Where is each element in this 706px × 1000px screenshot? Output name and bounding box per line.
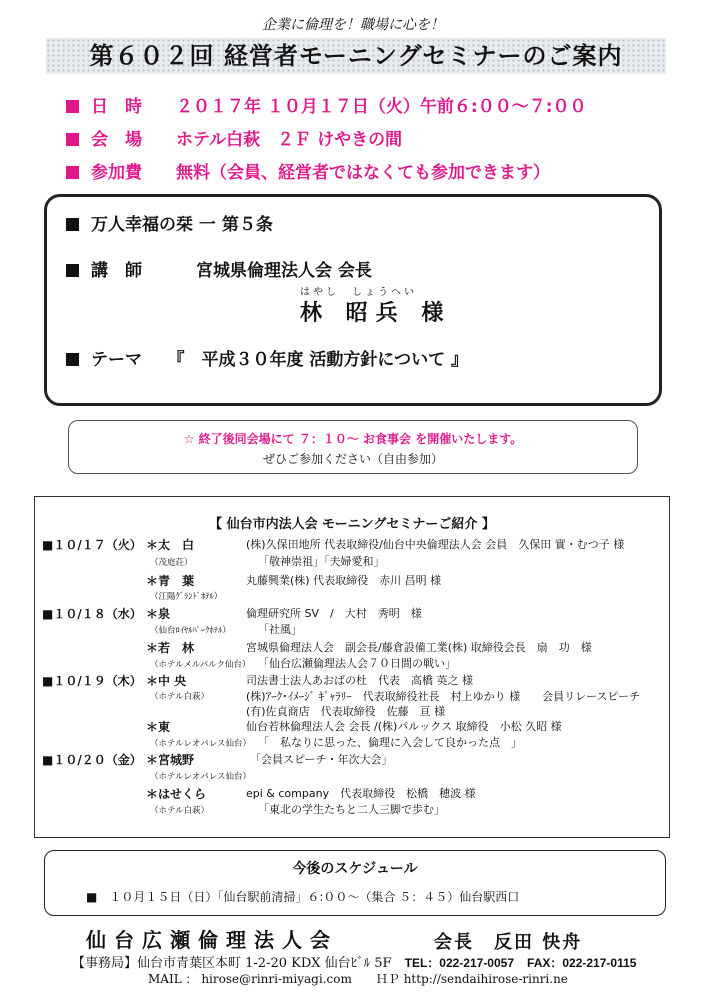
article-row: [66, 210, 273, 235]
bullet-square-icon: [66, 100, 79, 113]
lecturer-row: [66, 256, 372, 281]
fax: FAX：022-217-0115: [527, 956, 637, 970]
seminar-speaker: 「会員スピーチ・年次大会」: [250, 753, 393, 766]
info-value: 無料（会員、経営者ではなくても参加できます）: [176, 163, 550, 183]
seminar-date: ■１０/１９（木）: [42, 674, 142, 688]
info-label: 日 時: [91, 97, 142, 117]
seminar-venue: （茂庭荘）: [150, 558, 193, 568]
info-label: 会 場: [91, 130, 142, 150]
seminar-place: ＊青 葉: [146, 574, 195, 588]
seminar-venue: （江陽ｸﾞﾗﾝﾄﾞﾎﾃﾙ）: [150, 592, 223, 602]
seminar-venue: （ホテル白萩）: [150, 806, 210, 816]
seminar-topic: 「仙台広瀬倫理法人会７０日間の戦い」: [258, 657, 456, 670]
seminar-venue: （ホテルレオパレス仙台）: [150, 739, 251, 749]
seminar-topic: 「東北の学生たちと二人三脚で歩む」: [258, 803, 445, 816]
mail-link[interactable]: hirose@rinri-miyagi.com: [201, 972, 352, 986]
seminar-topic: 「 私なりに思った、倫理に入会して良かった点 」: [258, 736, 522, 749]
info-value: ホテル白萩 ２Ｆ けやきの間: [176, 130, 403, 150]
info-value: ２０１７年 １０月１７日（火）午前６:００～７:００: [176, 97, 587, 117]
info-venue: [66, 125, 402, 150]
seminar-venue: （ホテル白萩）: [150, 692, 210, 702]
seminar-place: ＊若 林: [146, 641, 195, 655]
bullet-square-icon: [66, 264, 79, 277]
theme-text: 『 平成３０年度 活動方針について 』: [176, 350, 468, 370]
mail-row: [148, 970, 568, 987]
seminar-place: ＊東: [146, 720, 171, 734]
hp-label: ＨＰ: [375, 972, 400, 986]
seminar-place: ＊宮城野: [146, 753, 195, 767]
lecturer-ruby: はやし しょうへい: [300, 287, 417, 298]
mail-label: MAIL ：: [148, 972, 198, 986]
info-datetime: [66, 92, 587, 117]
organization-name: 仙台広瀬倫理法人会: [86, 928, 338, 952]
schedule-item: ■ １０月１５日（日）「仙台駅前清掃」６:００～（集合 ５：４５）仙台駅西口: [86, 890, 520, 904]
info-fee: [66, 158, 550, 183]
seminar-speaker: epi & company 代表取締役 松橋 穂波 様: [246, 787, 476, 800]
seminar-place: ＊中 央: [146, 674, 187, 688]
seminar-speaker: 仙台若林倫理法人会 会長 /(株)パルックス 取締役 小松 久昭 様: [246, 720, 562, 733]
seminar-venue: （ホテルレオパレス仙台）: [150, 772, 251, 782]
dinner-note: ぜひご参加ください（自由参加）: [262, 452, 443, 466]
office-address: [72, 952, 636, 971]
schedule-heading: 今後のスケジュール: [292, 861, 418, 877]
seminar-speaker: 倫理研究所 SV / 大村 秀明 様: [246, 607, 422, 620]
dinner-announcement: ☆ 終了後同会場にて ７：１０～ お食事会 を開催いたします。: [183, 432, 523, 446]
seminar-topic: 「敬神崇祖」「夫婦愛和」: [258, 555, 385, 568]
hp-link[interactable]: http://sendaihirose-rinri.ne: [403, 972, 568, 986]
bullet-square-icon: [66, 133, 79, 146]
seminar-topic: 「社風」: [258, 623, 302, 636]
chair-name: 会長 反田 快舟: [434, 932, 583, 953]
seminar-speaker: 司法書士法人あおばの杜 代表 高橋 英之 様: [246, 674, 473, 687]
lecturer-affiliation: 宮城県倫理法人会 会長: [196, 261, 372, 281]
lecturer-label: 講 師: [91, 261, 142, 281]
bullet-square-icon: [66, 166, 79, 179]
theme-label: テーマ: [91, 350, 142, 370]
page-title: 第６０２回 経営者モーニングセミナーのご案内: [46, 38, 666, 74]
lecturer-name: 林 昭兵 様: [300, 301, 452, 326]
seminar-venue: （仙台ﾛｲﾔﾙﾊﾟｰｸﾎﾃﾙ）: [150, 626, 231, 636]
info-label: 参加費: [91, 163, 142, 183]
seminar-place: ＊太 白: [146, 538, 195, 552]
seminar-speaker: 宮城県倫理法人会 副会長/藤倉設備工業(株) 取締役会長 扇 功 様: [246, 641, 592, 654]
contact-row: [434, 928, 582, 954]
seminar-speaker: (株)ｱｰｸ･ｲﾒｰｼﾞ ｷﾞｬﾗﾘｰ 代表取締役社長 村上ゆかり 様 会員リレースピーチ: [246, 690, 641, 703]
seminar-speaker: 丸藤興業(株) 代表取締役 赤川 昌明 様: [246, 574, 442, 587]
article-text: 万人幸福の栞 一 第５条: [91, 215, 273, 235]
seminar-place: ＊はせくら: [146, 787, 207, 801]
seminar-date: ■１０/１７（火）: [42, 538, 142, 552]
bullet-square-icon: [66, 353, 79, 366]
seminar-speaker: (株)久保田地所 代表取締役/仙台中央倫理法人会 会員 久保田 實・むつ子 様: [246, 538, 625, 551]
bullet-square-icon: [66, 218, 79, 231]
seminar-venue: （ホテルメルパルク仙台）: [150, 660, 251, 670]
seminar-place: ＊泉: [146, 607, 171, 621]
tel: TEL：022-217-0057: [404, 956, 515, 970]
seminar-speaker: (有)佐貞商店 代表取締役 佐藤 亘 様: [246, 705, 446, 718]
theme-row: [66, 345, 468, 370]
seminar-date: ■１０/１８（水）: [42, 607, 142, 621]
office-text: 【事務局】仙台市青葉区本町 1-2-20 KDX 仙台ﾋﾞﾙ 5F: [72, 956, 392, 971]
seminar-date: ■１０/２０（金）: [42, 753, 142, 767]
slogan: 企業に倫理を！職場に心を！: [262, 17, 444, 33]
seminar-heading: 【 仙台市内法人会 モーニングセミナーご紹介 】: [209, 517, 495, 532]
